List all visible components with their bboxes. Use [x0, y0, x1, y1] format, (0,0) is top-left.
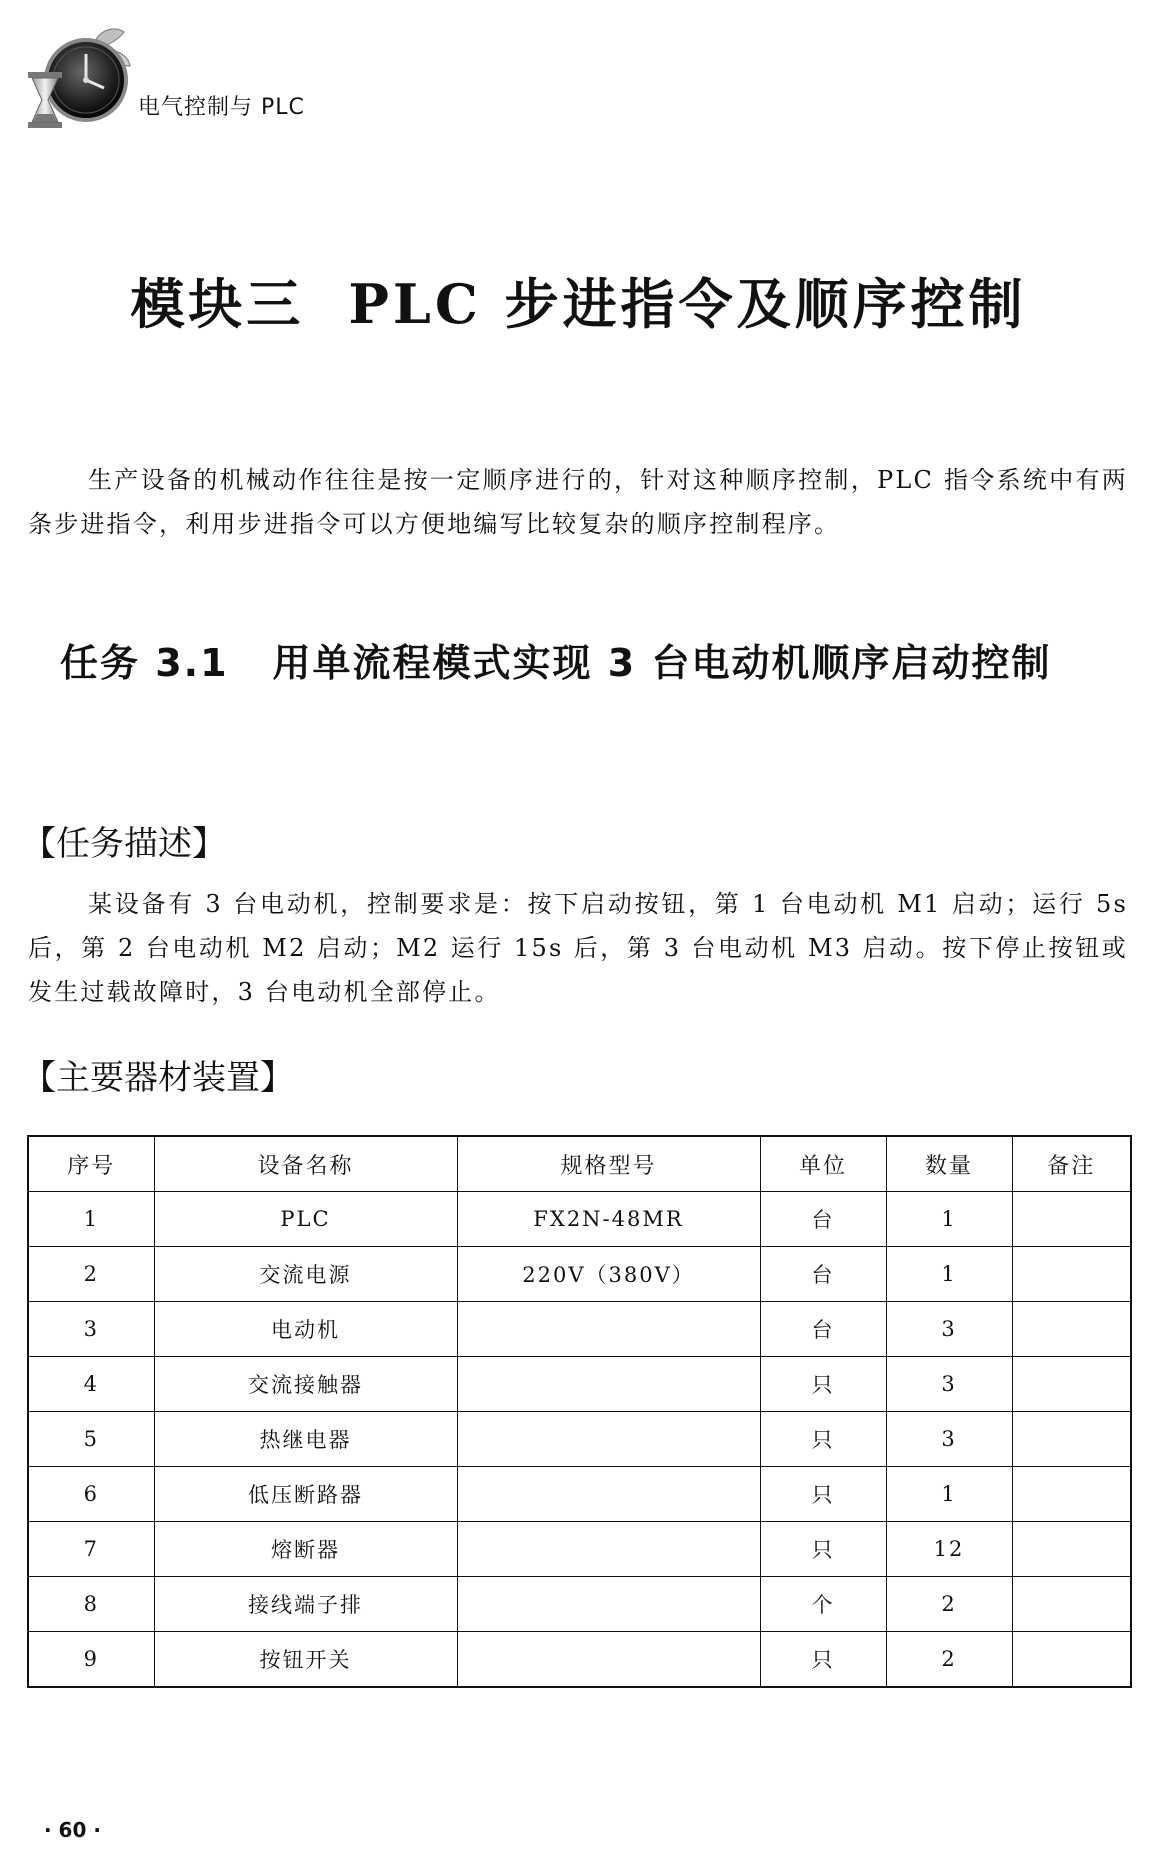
cell-device-name: 熔断器: [154, 1522, 457, 1577]
header-spec-model: 规格型号: [457, 1136, 760, 1192]
table-row: [28, 1632, 1131, 1688]
cell-remarks: [1012, 1302, 1131, 1357]
page-header: [24, 22, 624, 132]
cell-unit: 只: [760, 1357, 886, 1412]
cell-device-name: 接线端子排: [154, 1577, 457, 1632]
cell-index: 1: [28, 1192, 154, 1247]
cell-device-name: 电动机: [154, 1302, 457, 1357]
cell-index: 8: [28, 1577, 154, 1632]
cell-device-name: 交流电源: [154, 1247, 457, 1302]
cell-unit: 台: [760, 1247, 886, 1302]
cell-spec-model: FX2N-48MR: [457, 1192, 760, 1247]
hourglass-clock-icon: [24, 22, 136, 132]
table-row: [28, 1522, 1131, 1577]
cell-spec-model: 220V（380V）: [457, 1247, 760, 1302]
task-number: 任务 3.1: [60, 641, 229, 685]
page-number: · 60 ·: [44, 1818, 101, 1842]
cell-index: 5: [28, 1412, 154, 1467]
cell-spec-model: [457, 1302, 760, 1357]
cell-index: 2: [28, 1247, 154, 1302]
cell-device-name: PLC: [154, 1192, 457, 1247]
cell-device-name: 按钮开关: [154, 1632, 457, 1688]
task-description-paragraph: 某设备有 3 台电动机，控制要求是：按下启动按钮，第 1 台电动机 M1 启动；运行 5s 后，第 2 台电动机 M2 启动；M2 运行 15s 后，第 3 台电动机 M3 启动。按下停止按钮或发生过载故障时，3 台电动机全部停止。: [28, 890, 1128, 1006]
cell-remarks: [1012, 1577, 1131, 1632]
cell-index: 6: [28, 1467, 154, 1522]
module-title: [0, 262, 1157, 339]
cell-remarks: [1012, 1357, 1131, 1412]
cell-index: 9: [28, 1632, 154, 1688]
cell-quantity: 12: [886, 1522, 1012, 1577]
cell-unit: 只: [760, 1522, 886, 1577]
cell-spec-model: [457, 1522, 760, 1577]
cell-spec-model: [457, 1467, 760, 1522]
module-number: 模块三: [130, 272, 305, 336]
cell-remarks: [1012, 1412, 1131, 1467]
module-name: PLC 步进指令及顺序控制: [348, 272, 1027, 336]
cell-unit: 只: [760, 1412, 886, 1467]
cell-remarks: [1012, 1632, 1131, 1688]
table-header-row: [28, 1136, 1131, 1192]
table-row: [28, 1412, 1131, 1467]
cell-quantity: 2: [886, 1632, 1012, 1688]
cell-remarks: [1012, 1467, 1131, 1522]
cell-remarks: [1012, 1522, 1131, 1577]
cell-unit: 个: [760, 1577, 886, 1632]
cell-device-name: 低压断路器: [154, 1467, 457, 1522]
cell-index: 4: [28, 1357, 154, 1412]
task-name: 用单流程模式实现 3 台电动机顺序启动控制: [272, 641, 1052, 685]
cell-spec-model: [457, 1577, 760, 1632]
cell-remarks: [1012, 1192, 1131, 1247]
cell-device-name: 热继电器: [154, 1412, 457, 1467]
book-title: 电气控制与 PLC: [138, 95, 305, 120]
cell-quantity: 1: [886, 1467, 1012, 1522]
cell-unit: 台: [760, 1302, 886, 1357]
cell-index: 3: [28, 1302, 154, 1357]
equipment-heading: 【主要器材装置】: [22, 1058, 294, 1098]
cell-spec-model: [457, 1412, 760, 1467]
header-index: 序号: [28, 1136, 154, 1192]
header-quantity: 数量: [886, 1136, 1012, 1192]
table-row: [28, 1467, 1131, 1522]
equipment-table: [27, 1135, 1132, 1688]
header-remarks: 备注: [1012, 1136, 1131, 1192]
cell-quantity: 3: [886, 1412, 1012, 1467]
task-title: [60, 632, 1051, 687]
cell-device-name: 交流接触器: [154, 1357, 457, 1412]
cell-spec-model: [457, 1632, 760, 1688]
intro-paragraph: 生产设备的机械动作往往是按一定顺序进行的，针对这种顺序控制，PLC 指令系统中有两条步进指令，利用步进指令可以方便地编写比较复杂的顺序控制程序。: [28, 466, 1128, 538]
cell-quantity: 3: [886, 1357, 1012, 1412]
cell-unit: 只: [760, 1467, 886, 1522]
table-row: [28, 1247, 1131, 1302]
cell-quantity: 2: [886, 1577, 1012, 1632]
cell-spec-model: [457, 1357, 760, 1412]
cell-index: 7: [28, 1522, 154, 1577]
cell-unit: 台: [760, 1192, 886, 1247]
task-description-heading: 【任务描述】: [22, 824, 226, 864]
cell-quantity: 3: [886, 1302, 1012, 1357]
header-device-name: 设备名称: [154, 1136, 457, 1192]
table-row: [28, 1302, 1131, 1357]
table-row: [28, 1577, 1131, 1632]
table-row: [28, 1357, 1131, 1412]
table-row: [28, 1192, 1131, 1247]
cell-quantity: 1: [886, 1247, 1012, 1302]
cell-remarks: [1012, 1247, 1131, 1302]
cell-quantity: 1: [886, 1192, 1012, 1247]
header-unit: 单位: [760, 1136, 886, 1192]
cell-unit: 只: [760, 1632, 886, 1688]
